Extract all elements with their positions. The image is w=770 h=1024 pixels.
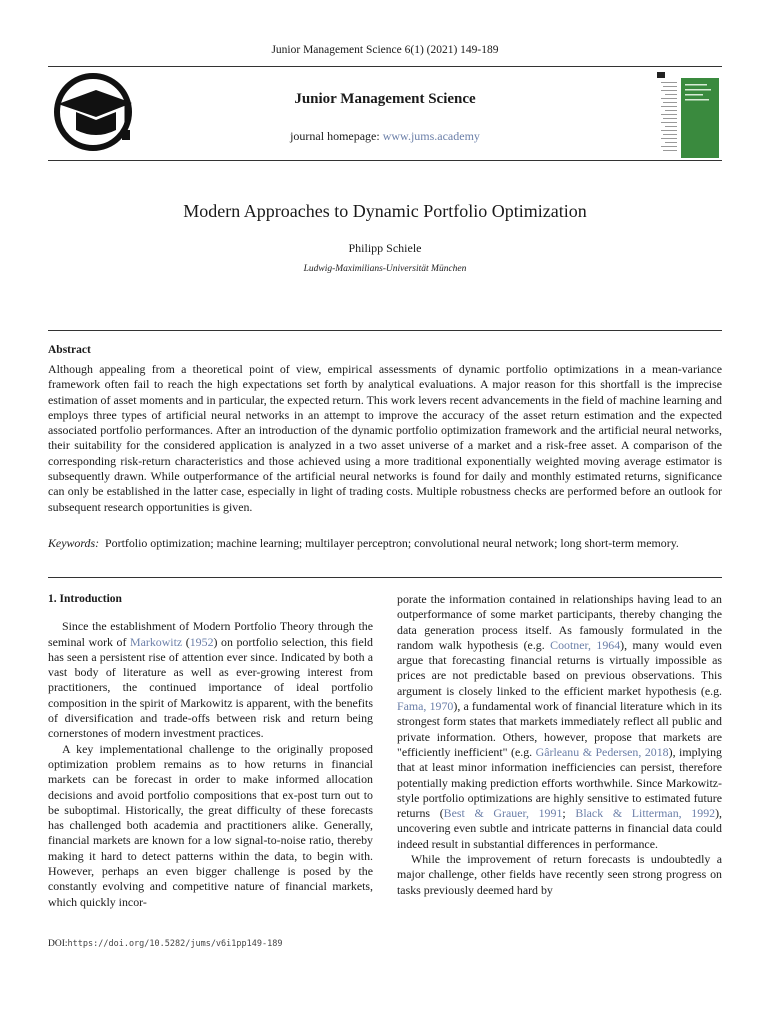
- paper-author: Philipp Schiele: [348, 241, 422, 255]
- doi-footer: [48, 939, 282, 949]
- citation-link[interactable]: Markowitz: [130, 634, 183, 649]
- citation-link[interactable]: Cootner, 1964: [550, 637, 621, 652]
- author-affiliation: Ludwig-Maximilians-Universität München: [303, 264, 467, 274]
- citation-link[interactable]: Fama, 1970: [397, 699, 454, 714]
- journal-name: Junior Management Science: [294, 91, 476, 107]
- doi-label: DOI:: [48, 939, 68, 949]
- citation-link[interactable]: Best & Grauer, 1991: [443, 806, 563, 821]
- homepage-link[interactable]: www.jums.academy: [382, 129, 480, 143]
- abstract-heading: Abstract: [48, 344, 91, 356]
- left-column: [48, 592, 373, 910]
- right-column: [397, 592, 722, 898]
- header-bottom-rule: [48, 160, 722, 161]
- keywords-list: Portfolio optimization; machine learning; multilayer perceptron; convolutional neural network; long short-term memory.: [105, 536, 679, 550]
- running-head: Junior Management Science 6(1) (2021) 149-189: [271, 44, 499, 56]
- abstract-top-rule: [48, 330, 722, 331]
- keywords-label: Keywords:: [48, 536, 100, 550]
- section-heading: 1. Introduction: [48, 593, 122, 605]
- citation-link[interactable]: Black & Litterman, 1992: [575, 806, 716, 821]
- intro-paragraph-4: While the improvement of return forecasts is undoubtedly a major challenge, other fields have recently seen strong progress on tasks previously deemed hard by: [397, 852, 722, 897]
- intro-paragraph-1: Since the establishment of Modern Portfolio Theory through the seminal work of Markowitz (1952) on portfolio selection, this field has seen a persistent rise of attention ever since. Indicated by both a vast body of literature as well as ever-growing interest from practitioners, the continued importance of ideal portfolio composition in the spirit of Markowitz is apparent, with the benefits of diversification and trade-offs between risk and return being cornerstones of modern investment practices.: [48, 619, 373, 741]
- doi-link[interactable]: https://doi.org/10.5282/jums/v6i1pp149-189: [67, 939, 283, 949]
- journal-cover-thumbnail: [655, 70, 721, 158]
- abstract-text: Although appealing from a theoretical point of view, empirical assessments of dynamic portfolio optimizations in a mean-variance framework often fail to reach the high expectations set forth by analytical evaluations. A major reason for this shortfall is the imprecise estimation of asset moments and in particular, the expected return. This work levers recent advancements in the field of machine learning and employs three types of artificial neural networks in an attempt to improve the accuracy of the asset return estimation and the expected associated portfolio performances. After an introduction of the dynamic portfolio optimization framework and the artificial neural networks, their suitability for the considered application is analyzed in a two asset universe of a market and a risk-free asset. A comparison of the corresponding risk-return characteristics and those achieved using a more traditional exponentially weighted moving average estimator is subsequently drawn. While outperformance of the artificial neural networks is found for daily and monthly estimated returns, significance can only be established in the latter case, especially in light of trading costs. Multiple robustness checks are performed before an outlook for subsequent research opportunities is given.: [48, 362, 722, 514]
- citation-link[interactable]: 1952: [189, 634, 214, 649]
- homepage-label: journal homepage:: [290, 129, 383, 143]
- intro-paragraph-3: porate the information contained in relationships having lead to an outperformance of some market participants, thereby changing the data generation process itself. As famously formulated in the random walk hypothesis (e.g. Cootner, 1964), many would even argue that forecasting financial returns is virtually impossible as prices are not predictable based on previous observations. This argument is closely linked to the efficient market hypothesis (e.g. Fama, 1970), a fundamental work of financial literature which in its strongest form states that markets immediately reflect all public and private information. Others, however, propose that markets are "efficiently inefficient" (e.g. Gârleanu & Pedersen, 2018), implying that at least minor information inefficiencies can persist, therefore potentially making prediction efforts worthwhile. Since Markowitz-style portfolio optimizations are highly sensitive to estimated future returns (Best & Grauer, 1991; Black & Litterman, 1992), uncovering even subtle and intricate patterns in financial data could indeed result in substantial differences in performance.: [397, 592, 723, 851]
- citation-link[interactable]: Gârleanu & Pedersen, 2018: [535, 744, 669, 759]
- keywords: [48, 536, 722, 551]
- header-top-rule: [48, 66, 722, 67]
- abstract-bottom-rule: [48, 577, 722, 578]
- paper-title: Modern Approaches to Dynamic Portfolio Optimization: [183, 201, 587, 221]
- intro-paragraph-2: A key implementational challenge to the originally proposed optimization problem remains as to how returns in financial markets can be forecast in order to make informed allocation decisions and avoid portfolio compositions that ex-post turn out to be suboptimal. Historically, the great difficulty of these forecasts has challenged both academia and practitioners alike. Generally, financial markets are known for a low signal-to-noise ratio, thereby making it hard to detect patterns within the data, to begin with. However, perhaps an even bigger challenge is posed by the constantly evolving and competitive nature of financial markets, which quickly incor-: [48, 741, 373, 909]
